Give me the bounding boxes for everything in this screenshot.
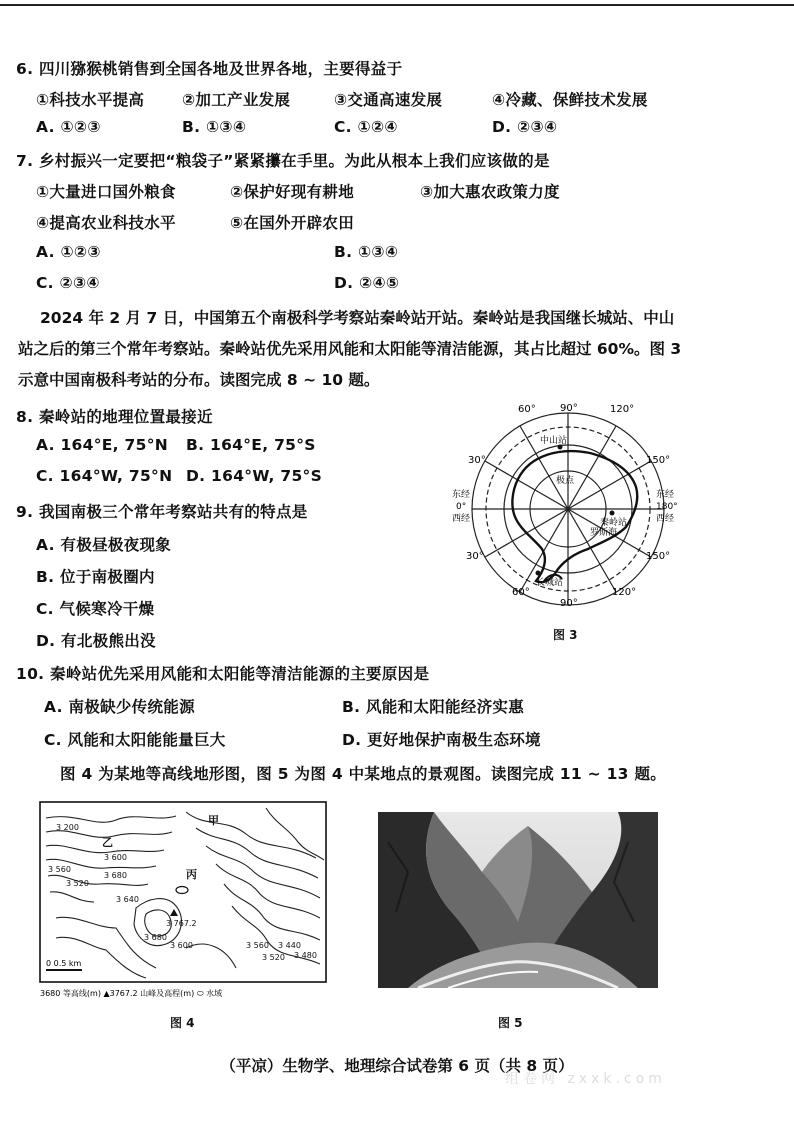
contour-label-3440: 3 440: [278, 941, 301, 950]
figure-3-caption: 图 3: [553, 628, 578, 642]
q8-answer-a: A. 164°E, 75°N: [36, 436, 169, 454]
watermark: 组卷网 zxxk.com: [505, 1071, 666, 1087]
contour-label-3560: 3 560: [48, 865, 71, 874]
contour-label-3640: 3 640: [116, 895, 139, 904]
q6-stem: 6. 四川猕猴桃销售到全国各地及世界各地，主要得益于: [16, 60, 403, 78]
q9-answer-b: B. 位于南极圈内: [36, 568, 155, 586]
figure-5-landscape-photo: [378, 812, 658, 988]
q7-answer-b: B. ①③④: [334, 243, 399, 261]
contour-label-3480: 3 480: [294, 951, 317, 960]
q10-stem: 10. 秦岭站优先采用风能和太阳能等清洁能源的主要原因是: [16, 665, 430, 683]
point-jia: 甲: [208, 814, 219, 827]
q8-stem: 8. 秦岭站的地理位置最接近: [16, 408, 213, 426]
lon-label-60-top: 60°: [518, 404, 536, 415]
contour-label-3680: 3 680: [104, 871, 127, 880]
q7-answer-d: D. ②④⑤: [334, 274, 400, 292]
q9-answer-d: D. 有北极熊出没: [36, 632, 156, 650]
q6-answer-b: B. ①③④: [182, 118, 247, 136]
contour-label-3200: 3 200: [56, 823, 79, 832]
qinling-station-marker: [610, 511, 615, 516]
q9-answer-a: A. 有极昼极夜现象: [36, 536, 172, 554]
q10-answer-c: C. 风能和太阳能能量巨大: [44, 731, 226, 749]
q7-stem: 7. 乡村振兴一定要把“粮袋子”紧紧攥在手里。为此从根本上我们应该做的是: [16, 152, 550, 170]
contour-label-3560b: 3 560: [246, 941, 269, 950]
q6-opt-3: ③交通高速发展: [334, 91, 443, 109]
ross-sea-label: 罗斯海: [590, 528, 618, 538]
changcheng-station-label: 长城站: [536, 578, 564, 588]
right-180-label: 180°: [656, 502, 678, 512]
point-yi: 乙: [102, 836, 113, 849]
intro-paragraph-2: 图 4 为某地等高线地形图，图 5 为图 4 中某地点的景观图。读图完成 11 ~ 13 题。: [60, 765, 667, 783]
page-footer: （平凉）生物学、地理综合试卷第 6 页（共 8 页）: [220, 1057, 574, 1075]
figure-5-caption: 图 5: [498, 1016, 523, 1030]
figure-3-polar-map: [440, 403, 680, 628]
contour-label-3680b: 3 680: [144, 933, 167, 942]
lon-label-60-bottom: 60°: [512, 587, 530, 598]
qinling-station-label: 秦岭站: [600, 518, 628, 528]
lon-label-90-top: 90°: [560, 403, 578, 414]
q6-answer-c: C. ①②④: [334, 118, 398, 136]
contour-label-3600: 3 600: [104, 853, 127, 862]
lon-label-30-left: 30°: [468, 455, 486, 466]
q7-opt-5: ⑤在国外开辟农田: [230, 214, 355, 232]
q6-opt-4: ④冷藏、保鲜技术发展: [492, 91, 648, 109]
contour-label-3600b: 3 600: [170, 941, 193, 950]
right-east-label: 东经: [656, 490, 675, 500]
lon-label-120-top: 120°: [610, 404, 635, 415]
left-east-label: 东经: [452, 490, 471, 500]
pole-label: 极点: [556, 476, 575, 486]
q9-answer-c: C. 气候寒冷干燥: [36, 600, 155, 618]
right-west-label: 西经: [656, 514, 675, 524]
contour-label-3520: 3 520: [66, 879, 89, 888]
intro-paragraph-1: 2024 年 2 月 7 日，中国第五个南极科学考察站秦岭站开站。秦岭站是我国继长城站、中山站之后的第三个常年考察站。秦岭站优先采用风能和太阳能等清洁能源，其占比超过 60%。图 3 示意中国南极科考站的分布。读图完成 8 ~ 10 题。: [18, 309, 682, 389]
figure-4-caption: 图 4: [170, 1016, 195, 1030]
q7-opt-3: ③加大惠农政策力度: [420, 183, 560, 201]
figure-4-contour-map: [36, 798, 331, 1003]
figure-4-legend: 3680 等高线(m) ▲3767.2 山峰及高程(m) ⬭ 水域: [40, 989, 223, 998]
q6-opt-1: ①科技水平提高: [36, 91, 145, 109]
q8-answer-c: C. 164°W, 75°N: [36, 467, 173, 485]
q8-answer-d: D. 164°W, 75°S: [186, 467, 323, 485]
left-zero-label: 0°: [456, 502, 467, 512]
scale-bar-label: 0 0.5 km: [46, 959, 82, 968]
lon-label-30-left-bottom: 30°: [466, 551, 484, 562]
top-rule: [0, 4, 794, 6]
lon-label-120-bottom: 120°: [612, 587, 637, 598]
q8-answer-b: B. 164°E, 75°S: [186, 436, 316, 454]
q10-answer-b: B. 风能和太阳能经济实惠: [342, 698, 524, 716]
contour-label-3520b: 3 520: [262, 953, 285, 962]
lon-label-90-bottom: 90°: [560, 598, 578, 609]
q6-answer-a: A. ①②③: [36, 118, 101, 136]
q7-answer-c: C. ②③④: [36, 274, 100, 292]
q9-stem: 9. 我国南极三个常年考察站共有的特点是: [16, 503, 308, 521]
q6-opt-2: ②加工产业发展: [182, 91, 291, 109]
lon-label-150-right-bottom: 150°: [646, 551, 671, 562]
changcheng-station-marker: [536, 571, 541, 576]
q7-opt-1: ①大量进口国外粮食: [36, 183, 176, 201]
q7-answer-a: A. ①②③: [36, 243, 101, 261]
peak-elevation-label: 3 767.2: [166, 919, 197, 928]
q6-answer-d: D. ②③④: [492, 118, 558, 136]
zhongshan-station-label: 中山站: [540, 436, 568, 446]
q10-answer-a: A. 南极缺少传统能源: [44, 698, 195, 716]
lon-label-150-right: 150°: [646, 455, 671, 466]
left-west-label: 西经: [452, 514, 471, 524]
point-bing: 丙: [186, 868, 197, 881]
q10-answer-d: D. 更好地保护南极生态环境: [342, 731, 541, 749]
q7-opt-4: ④提高农业科技水平: [36, 214, 176, 232]
q7-opt-2: ②保护好现有耕地: [230, 183, 355, 201]
